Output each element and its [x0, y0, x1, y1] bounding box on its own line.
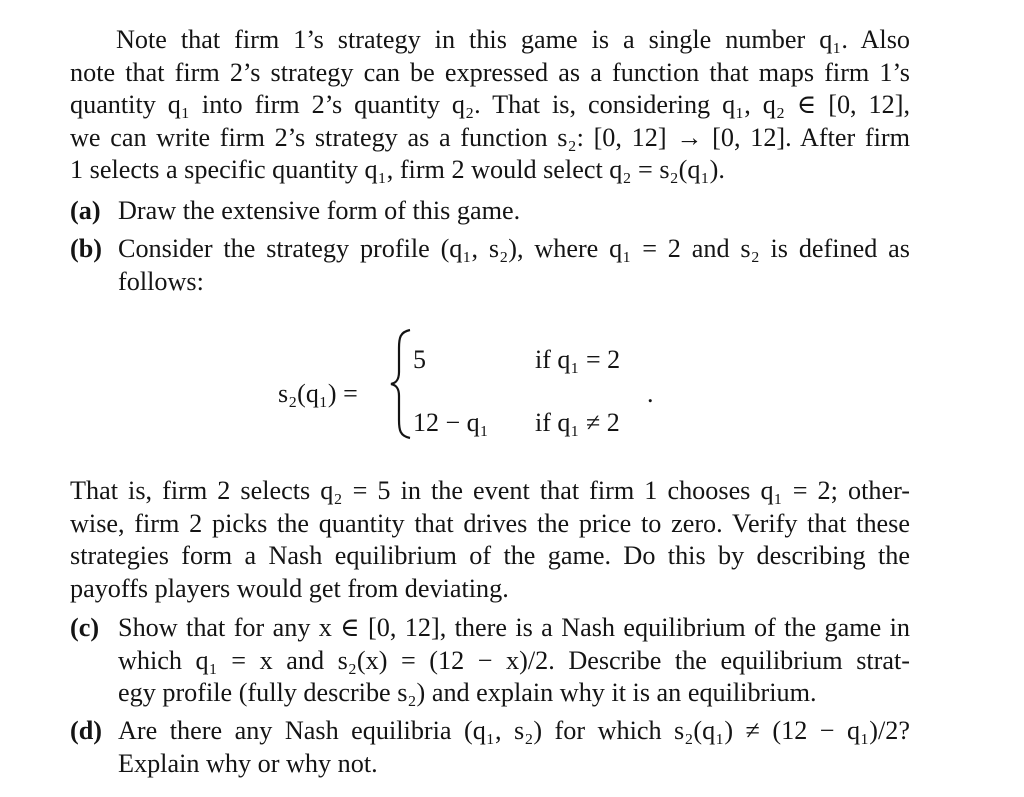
case-2-condition: if q₁ ≠ 2	[535, 408, 620, 437]
part-c-line-2: which q₁ = x and s₂(x) = (12 − x)/2. Describe the equilibrium strat-	[118, 645, 910, 675]
case-1-condition: if q₁ = 2	[535, 345, 621, 374]
intro-line-4: we can write firm 2’s strategy as a function s₂: [0, 12] → [0, 12]. After firm	[70, 122, 910, 152]
part-d	[70, 715, 910, 780]
part-b-label: (b)	[70, 234, 103, 263]
case-2-value: 12 − q₁	[413, 408, 489, 437]
intro-line-5: 1 selects a specific quantity q₁, firm 2 would select q₂ = s₂(q₁).	[70, 155, 725, 184]
part-d-label: (d)	[70, 716, 103, 745]
intro-line-2: note that firm 2’s strategy can be expressed as a function that maps firm 1’s	[70, 57, 910, 87]
case-1-value: 5	[413, 345, 426, 374]
left-brace-icon	[388, 328, 414, 440]
part-a	[70, 195, 910, 228]
part-c	[70, 612, 910, 710]
part-d-line-2: Explain why or why not.	[118, 748, 378, 778]
intro-line-1: Note that firm 1’s strategy in this game is a single number q₁. Also	[116, 25, 910, 54]
part-a-label: (a)	[70, 196, 101, 225]
part-c-line-1: Show that for any x ∈ [0, 12], there is a Nash equilibrium of the game in	[118, 613, 910, 642]
part-a-text: Draw the extensive form of this game.	[118, 196, 521, 225]
equation-period: .	[647, 379, 654, 408]
explanation-line-3: strategies form a Nash equilibrium of the game. Do this by describing the	[70, 541, 910, 570]
part-c-label: (c)	[70, 613, 100, 642]
part-b	[70, 233, 910, 298]
part-c-line-3: egy profile (fully describe s₂) and explain why it is an equilibrium.	[118, 678, 817, 707]
equation-lhs: s₂(q₁) =	[278, 379, 358, 408]
part-d-line-1: Are there any Nash equilibria (q₁, s₂) for which s₂(q₁) ≠ (12 − q₁)/2?	[118, 716, 910, 745]
part-b-line-2: follows:	[118, 266, 204, 296]
explanation-line-4: payoffs players would get from deviating.	[70, 573, 509, 603]
explanation-line-1: That is, firm 2 selects q₂ = 5 in the event that firm 1 chooses q₁ = 2; other-	[70, 476, 910, 505]
intro-paragraph	[70, 24, 910, 187]
part-b-line-1: Consider the strategy profile (q₁, s₂), where q₁ = 2 and s₂ is defined as	[118, 234, 910, 263]
intro-line-3: quantity q₁ into firm 2’s quantity q₂. That is, considering q₁, q₂ ∈ [0, 12],	[70, 90, 910, 119]
explanation-paragraph	[70, 475, 910, 605]
explanation-line-2: wise, firm 2 picks the quantity that drives the price to zero. Verify that these	[70, 508, 910, 538]
